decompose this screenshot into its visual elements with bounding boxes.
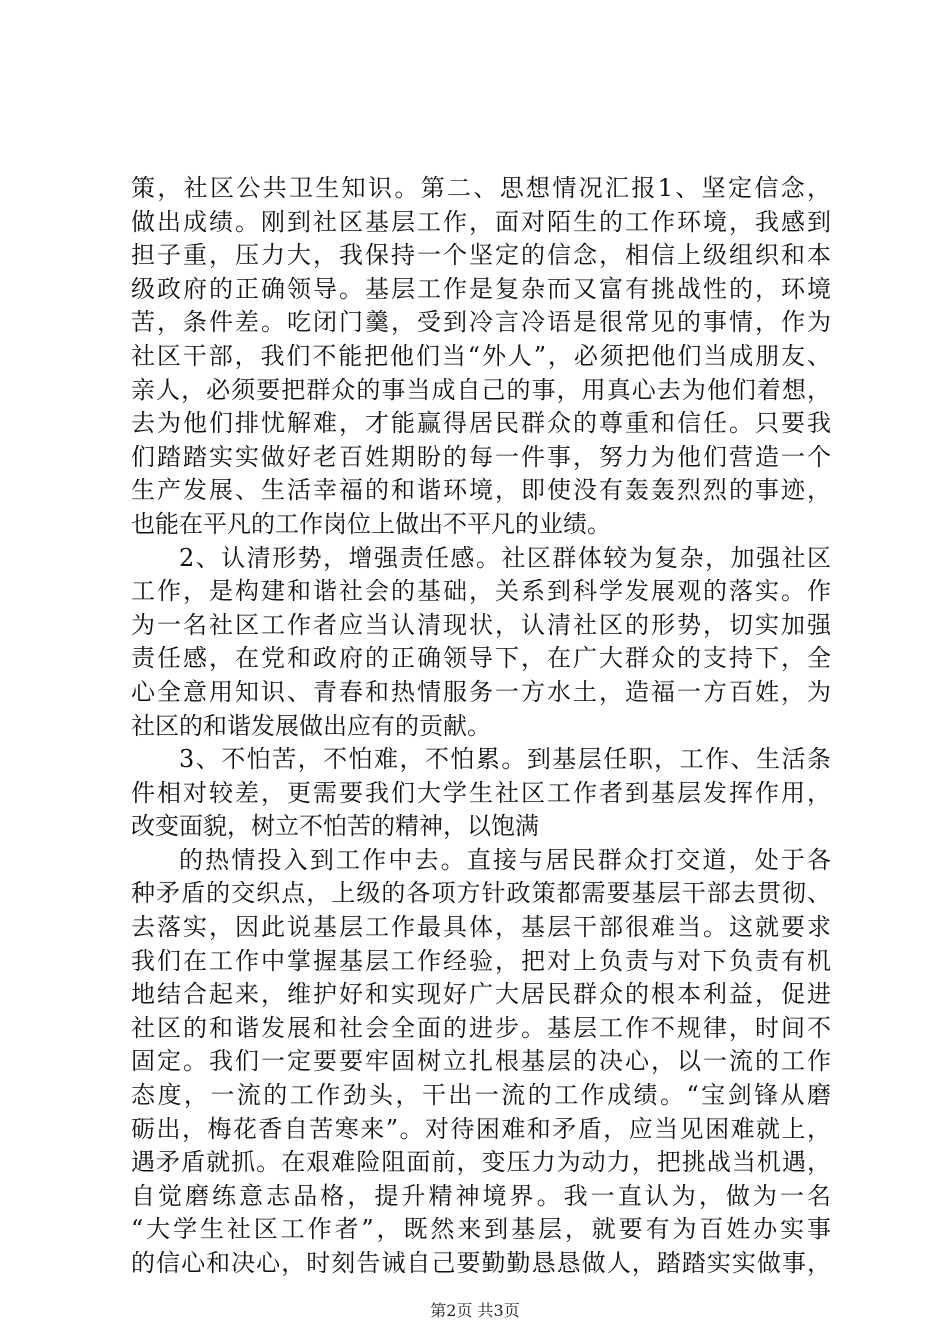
page-number-label: 第2页 共3页 xyxy=(430,1301,520,1320)
text-line: 亲人，必须要把群众的事当成自己的事，用真心去为他们着想， xyxy=(131,375,831,404)
text-line: 遇矛盾就抓。在艰难险阻面前，变压力为动力，把挑战当机遇， xyxy=(131,1148,831,1177)
text-line: 态度，一流的工作劲头，干出一流的工作成绩。“宝剑锋从磨 xyxy=(131,1081,831,1110)
text-line: 社区干部，我们不能把他们当“外人”，必须把他们当成朋友、 xyxy=(131,341,831,370)
page-footer xyxy=(0,1301,950,1321)
text-line: 地结合起来，维护好和实现好广大居民群众的根本利益，促进 xyxy=(131,980,831,1009)
text-line: 件相对较差，更需要我们大学生社区工作者到基层发挥作用， xyxy=(131,778,831,807)
text-line: 改变面貌，树立不怕苦的精神，以饱满 xyxy=(131,812,539,841)
text-line: 生产发展、生活幸福的和谐环境，即使没有轰轰烈烈的事迹， xyxy=(131,476,831,505)
text-line: 砺出，梅花香自苦寒来”。对待困难和矛盾，应当见困难就上， xyxy=(131,1114,831,1143)
text-line: 担子重，压力大，我保持一个坚定的信念，相信上级组织和本 xyxy=(131,241,831,270)
paragraph-start-line: 2、认清形势，增强责任感。社区群体较为复杂，加强社区 xyxy=(179,543,831,572)
paragraph-start-line: 的热情投入到工作中去。直接与居民群众打交道，处于各 xyxy=(179,845,831,874)
text-line: 的信心和决心，时刻告诫自己要勤勤恳恳做人，踏踏实实做事， xyxy=(131,1249,831,1277)
text-line: 做出成绩。刚到社区基层工作，面对陌生的工作环境，我感到 xyxy=(131,207,831,236)
text-line: 工作，是构建和谐社会的基础，关系到科学发展观的落实。作 xyxy=(131,577,831,606)
text-line: 社区的和谐发展做出应有的贡献。 xyxy=(131,711,491,740)
text-line: 自觉磨练意志品格，提升精神境界。我一直认为，做为一名 xyxy=(131,1181,831,1210)
paragraph-start-line: 3、不怕苦，不怕难，不怕累。到基层任职，工作、生活条 xyxy=(179,745,831,774)
text-line: 责任感，在党和政府的正确领导下，在广大群众的支持下，全 xyxy=(131,644,831,673)
text-line: 社区的和谐发展和社会全面的进步。基层工作不规律，时间不 xyxy=(131,1013,831,1042)
text-line: 固定。我们一定要要牢固树立扎根基层的决心，以一流的工作 xyxy=(131,1047,831,1076)
text-line: 苦，条件差。吃闭门羹，受到冷言冷语是很常见的事情，作为 xyxy=(131,308,831,337)
text-line: 策，社区公共卫生知识。第二、思想情况汇报1、坚定信念， xyxy=(131,174,831,202)
text-line: 去为他们排忧解难，才能赢得居民群众的尊重和信任。只要我 xyxy=(131,409,831,438)
text-line: 去落实，因此说基层工作最具体，基层干部很难当。这就要求 xyxy=(131,913,831,942)
text-line: 为一名社区工作者应当认清现状，认清社区的形势，切实加强 xyxy=(131,610,831,639)
text-line: 我们在工作中掌握基层工作经验，把对上负责与对下负责有机 xyxy=(131,946,831,975)
body-text xyxy=(131,172,831,1281)
text-line: 级政府的正确领导。基层工作是复杂而又富有挑战性的，环境 xyxy=(131,274,831,303)
text-line: 种矛盾的交织点，上级的各项方针政策都需要基层干部去贯彻、 xyxy=(131,879,831,908)
text-line: 心全意用知识、青春和热情服务一方水土，造福一方百姓，为 xyxy=(131,677,831,706)
text-line: “大学生社区工作者”，既然来到基层，就要有为百姓办实事 xyxy=(131,1215,831,1244)
text-line: 也能在平凡的工作岗位上做出不平凡的业绩。 xyxy=(131,509,611,538)
text-line: 们踏踏实实做好老百姓期盼的每一件事，努力为他们营造一个 xyxy=(131,442,831,471)
